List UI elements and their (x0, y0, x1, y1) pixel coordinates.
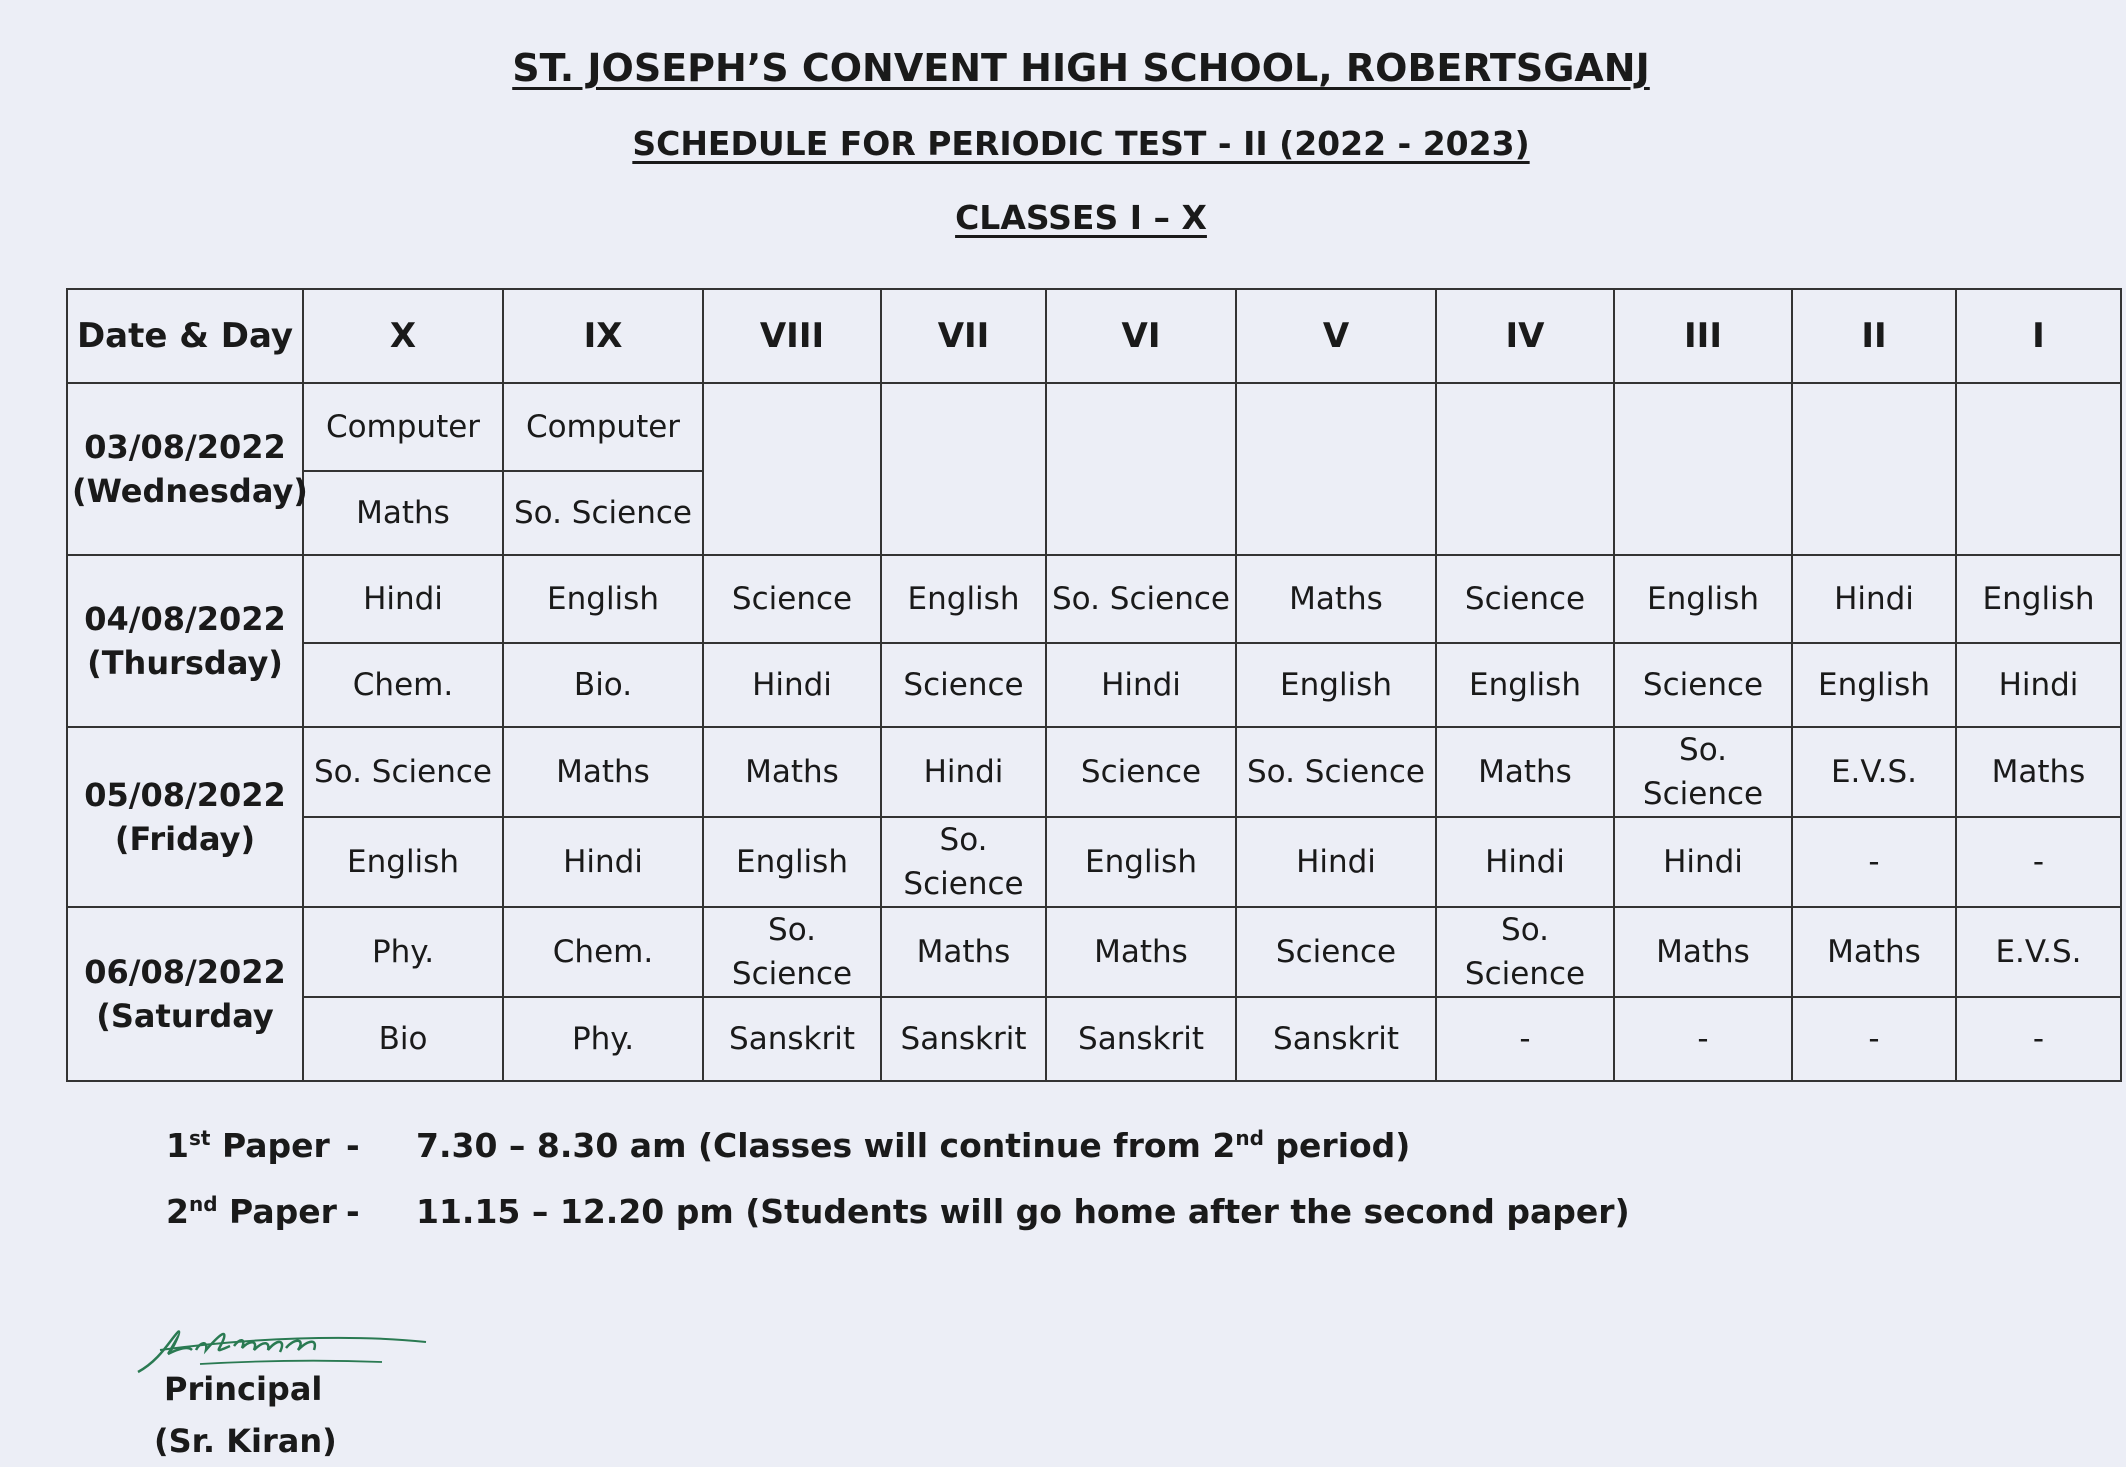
subject-cell: Science (1236, 907, 1436, 997)
subject-cell: Maths (1614, 907, 1792, 997)
empty-cell (1792, 383, 1956, 555)
subject-cell: So. Science (1614, 727, 1792, 817)
empty-cell (1956, 383, 2121, 555)
date-cell (67, 727, 303, 907)
subject-cell: Maths (1436, 727, 1614, 817)
subject-cell: English (1046, 817, 1236, 907)
subject-cell: Maths (881, 907, 1046, 997)
paper-label: 2nd Paper (166, 1192, 337, 1231)
column-header-class: III (1614, 289, 1792, 383)
subject-cell: Bio. (503, 643, 703, 727)
subject-cell: - (1792, 817, 1956, 907)
subject-cell: - (1436, 997, 1614, 1081)
day: (Wednesday) (72, 472, 308, 510)
subject-cell: Science (881, 643, 1046, 727)
subject-cell: Maths (1792, 907, 1956, 997)
day: (Thursday) (87, 644, 283, 682)
paper-time: 11.15 – 12.20 pm (Students will go home after the second paper) (416, 1192, 1630, 1231)
subject-cell: - (1792, 997, 1956, 1081)
subject-cell: English (1436, 643, 1614, 727)
table-row (67, 643, 2121, 727)
date-cell (67, 383, 308, 555)
day: (Friday) (114, 820, 256, 858)
schedule-title: SCHEDULE FOR PERIODIC TEST - II (2022 - 2023) (632, 124, 1530, 163)
column-header-class: X (303, 289, 503, 383)
second-paper-note (166, 1192, 1630, 1231)
date: 05/08/2022 (84, 776, 286, 814)
column-header-date: Date & Day (67, 289, 303, 383)
subject-cell: Sanskrit (881, 997, 1046, 1081)
table-row (67, 727, 2121, 817)
subject-cell: Hindi (1436, 817, 1614, 907)
classes-title: CLASSES I – X (955, 198, 1207, 237)
subject-cell: So. Science (703, 907, 881, 997)
subject-cell: English (303, 817, 503, 907)
column-header-class: II (1792, 289, 1956, 383)
subject-cell: Maths (1236, 555, 1436, 643)
subject-cell: Maths (503, 727, 703, 817)
subject-cell: Hindi (303, 555, 503, 643)
subject-cell: Maths (703, 727, 881, 817)
column-header-class: IX (503, 289, 703, 383)
column-header-class: I (1956, 289, 2121, 383)
subject-cell: Science (703, 555, 881, 643)
column-header-class: VIII (703, 289, 881, 383)
subject-cell: Hindi (503, 817, 703, 907)
subject-cell: Chem. (303, 643, 503, 727)
subject-cell: E.V.S. (1956, 907, 2121, 997)
column-header-class: VII (881, 289, 1046, 383)
subject-cell: Hindi (1614, 817, 1792, 907)
date-cell (67, 555, 303, 727)
empty-cell (881, 383, 1046, 555)
subject-cell: So. Science (503, 471, 703, 555)
subject-cell: Phy. (303, 907, 503, 997)
empty-cell (1614, 383, 1792, 555)
subject-cell: Hindi (1046, 643, 1236, 727)
first-paper-note (166, 1126, 1410, 1165)
subject-cell: Computer (503, 383, 703, 471)
subject-cell: Maths (303, 471, 503, 555)
table-row (67, 997, 2121, 1081)
paper-label: 1st Paper (166, 1126, 330, 1165)
principal-title: Principal (164, 1370, 323, 1408)
subject-cell: Sanskrit (703, 997, 881, 1081)
subject-cell: Chem. (503, 907, 703, 997)
table-row (67, 555, 2121, 643)
subject-cell: So. Science (303, 727, 503, 817)
subject-cell: Science (1614, 643, 1792, 727)
subject-cell: English (703, 817, 881, 907)
subject-cell: Science (1436, 555, 1614, 643)
subject-cell: So. Science (881, 817, 1046, 907)
subject-cell: Sanskrit (1236, 997, 1436, 1081)
subject-cell: English (881, 555, 1046, 643)
date-cell (67, 907, 303, 1081)
school-name: ST. JOSEPH’S CONVENT HIGH SCHOOL, ROBERTSGANJ (512, 46, 1650, 90)
header-row (67, 289, 2121, 383)
subject-cell: Maths (1956, 727, 2121, 817)
subject-cell: E.V.S. (1792, 727, 1956, 817)
subject-cell: Hindi (703, 643, 881, 727)
column-header-class: IV (1436, 289, 1614, 383)
subject-cell: Maths (1046, 907, 1236, 997)
subject-cell: - (1956, 817, 2121, 907)
paper-time: 7.30 – 8.30 am (Classes will continue from 2nd period) (416, 1126, 1411, 1165)
empty-cell (1046, 383, 1236, 555)
subject-cell: Hindi (1236, 817, 1436, 907)
schedule-table (66, 288, 2122, 1082)
table-row (67, 907, 2121, 997)
day: (Saturday (96, 997, 274, 1035)
principal-name: (Sr. Kiran) (154, 1422, 337, 1460)
separator-dash: - (346, 1192, 360, 1231)
date: 03/08/2022 (84, 428, 286, 466)
subject-cell: Phy. (503, 997, 703, 1081)
subject-cell: - (1614, 997, 1792, 1081)
empty-cell (703, 383, 881, 555)
subject-cell: So. Science (1236, 727, 1436, 817)
subject-cell: Hindi (1956, 643, 2121, 727)
empty-cell (1436, 383, 1614, 555)
subject-cell: English (1956, 555, 2121, 643)
subject-cell: English (1236, 643, 1436, 727)
subject-cell: Bio (303, 997, 503, 1081)
empty-cell (1236, 383, 1436, 555)
subject-cell: Hindi (1792, 555, 1956, 643)
table-row (67, 817, 2121, 907)
subject-cell: Science (1046, 727, 1236, 817)
subject-cell: Hindi (881, 727, 1046, 817)
subject-cell: So. Science (1436, 907, 1614, 997)
subject-cell: English (1792, 643, 1956, 727)
date: 04/08/2022 (84, 600, 286, 638)
column-header-class: V (1236, 289, 1436, 383)
subject-cell: - (1956, 997, 2121, 1081)
subject-cell: So. Science (1046, 555, 1236, 643)
column-header-class: VI (1046, 289, 1236, 383)
subject-cell: English (503, 555, 703, 643)
subject-cell: Computer (303, 383, 503, 471)
separator-dash: - (346, 1126, 360, 1165)
date: 06/08/2022 (84, 953, 286, 991)
subject-cell: Sanskrit (1046, 997, 1236, 1081)
subject-cell: English (1614, 555, 1792, 643)
table-row (67, 383, 2121, 471)
